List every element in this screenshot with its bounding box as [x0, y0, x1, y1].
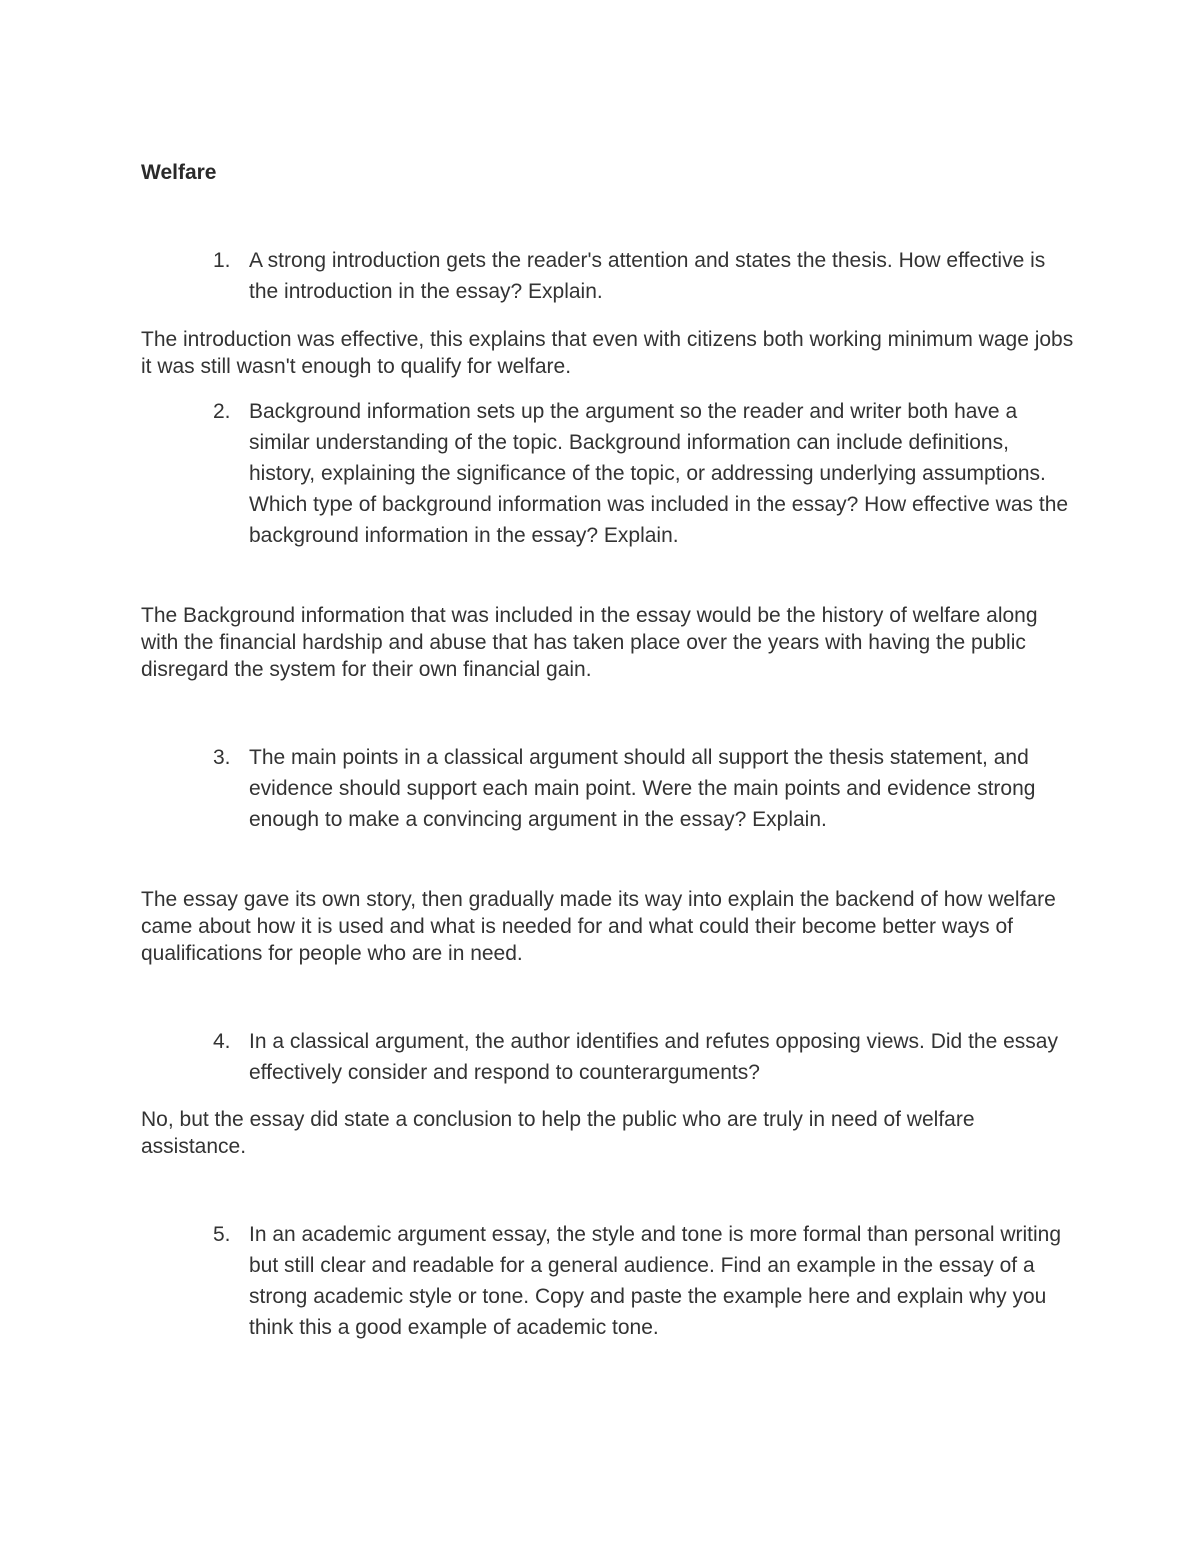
question-number: 3. — [213, 746, 231, 769]
question-3 — [213, 742, 1073, 835]
question-1 — [213, 245, 1073, 307]
question-text: Background information sets up the argument so the reader and writer both have a similar understanding of the topic. Background information can include definitions, history, explaining the significance of the topic, or addressing underlying assumptions. Which type of background information was included in the essay? How effective was the background information in the essay? Explain. — [249, 400, 1069, 547]
question-2 — [213, 396, 1073, 551]
question-text: The main points in a classical argument should all support the thesis statement, and evidence should support each main point. Were the main points and evidence strong enough to make a convincing argument in the essay? Explain. — [249, 746, 1036, 831]
question-text: In a classical argument, the author identifies and refutes opposing views. Did the essay effectively consider and respond to counterarguments? — [249, 1030, 1058, 1084]
document-title: Welfare — [141, 161, 217, 184]
question-number: 4. — [213, 1030, 231, 1053]
question-4 — [213, 1026, 1073, 1088]
answer-3: The essay gave its own story, then gradually made its way into explain the backend of how welfare came about how it is used and what is needed for and what could their become better ways of qualifications for people who are in need. — [141, 888, 1056, 965]
question-number: 5. — [213, 1223, 231, 1246]
question-number: 2. — [213, 400, 231, 423]
question-5 — [213, 1219, 1073, 1343]
question-text: In an academic argument essay, the style and tone is more formal than personal writing but still clear and readable for a general audience. Find an example in the essay of a strong academic style or tone. Copy and paste the example here and explain why you think this a good example of academic tone. — [249, 1223, 1062, 1339]
answer-2: The Background information that was included in the essay would be the history of welfare along with the financial hardship and abuse that has taken place over the years with having the public disregard the system for their own financial gain. — [141, 604, 1038, 681]
answer-1: The introduction was effective, this explains that even with citizens both working minimum wage jobs it was still wasn't enough to qualify for welfare. — [141, 328, 1074, 378]
question-number: 1. — [213, 249, 231, 272]
answer-4: No, but the essay did state a conclusion to help the public who are truly in need of welfare assistance. — [141, 1108, 975, 1158]
question-text: A strong introduction gets the reader's attention and states the thesis. How effective is the introduction in the essay? Explain. — [249, 249, 1046, 303]
